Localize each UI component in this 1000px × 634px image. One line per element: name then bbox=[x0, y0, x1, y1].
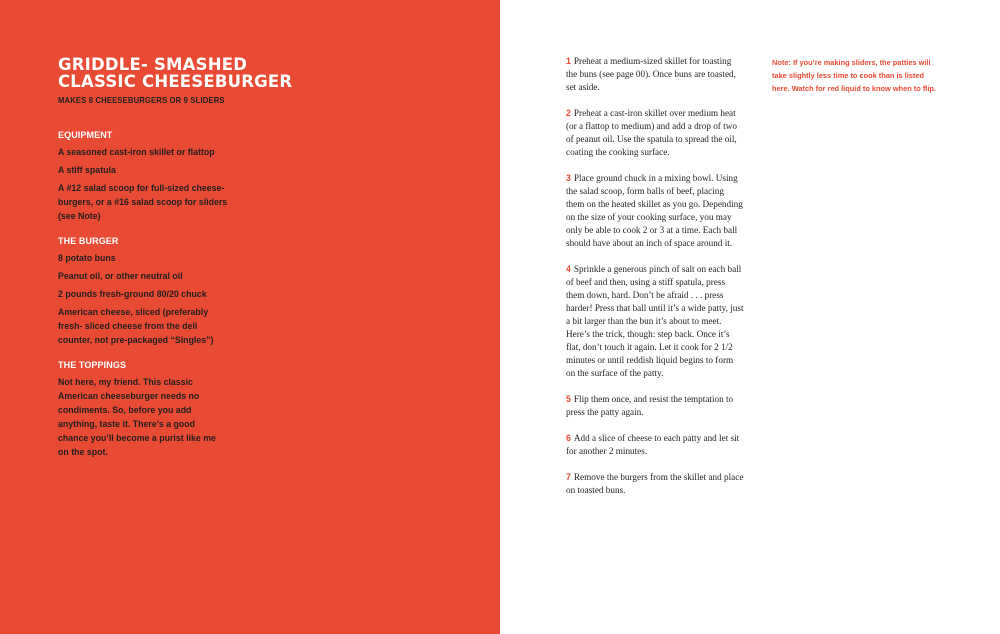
step-item bbox=[566, 471, 744, 497]
step-text: Preheat a cast-iron skillet over medium heat (or a flattop to medium) and add a drop of two of peanut oil. Use the spatula to spread the oil, coating the cooking surface. bbox=[566, 108, 737, 157]
ingredient-item: Peanut oil, or other neutral oil bbox=[58, 271, 183, 281]
step-text: Add a slice of cheese to each patty and let sit for another 2 minutes. bbox=[566, 433, 740, 456]
step-number: 1 bbox=[566, 56, 571, 66]
equipment-list bbox=[58, 145, 230, 223]
step-number: 2 bbox=[566, 108, 571, 118]
equipment-item: A seasoned cast-iron skillet or flattop bbox=[58, 147, 215, 157]
ingredient-item: American cheese, sliced (preferably fresh- sliced cheese from the deli counter, not pre-packaged “Singles”) bbox=[58, 307, 214, 345]
step-number: 4 bbox=[566, 264, 571, 274]
step-number: 7 bbox=[566, 472, 571, 482]
step-text: Remove the burgers from the skillet and place on toasted buns. bbox=[566, 472, 744, 495]
step-item bbox=[566, 263, 744, 380]
step-text: Place ground chuck in a mixing bowl. Using the salad scoop, form balls of beef, placing them on the heated skillet as you go. Depending on the size of your cooking surface, you may only be able to cook 2 or 3 at a time. Each ball should have about an inch of space around it. bbox=[566, 173, 743, 248]
burger-ingredient-list bbox=[58, 251, 230, 347]
sidebar-note: Note: If you’re making sliders, the patties will take slightly less time to cook than is listed here. Watch for red liquid to know when to flip. bbox=[772, 58, 936, 93]
ingredient-item: 2 pounds fresh-ground 80/20 chuck bbox=[58, 289, 207, 299]
step-number: 5 bbox=[566, 394, 571, 404]
method-steps bbox=[566, 55, 744, 510]
recipe-title-line-1: GRIDDLE- SMASHED bbox=[58, 55, 248, 74]
equipment-item: A stiff spatula bbox=[58, 165, 116, 175]
recipe-title bbox=[58, 56, 478, 90]
burger-heading: THE BURGER bbox=[58, 236, 119, 246]
step-item bbox=[566, 172, 744, 250]
step-item bbox=[566, 393, 744, 419]
step-text: Flip them once, and resist the temptation to press the patty again. bbox=[566, 394, 734, 417]
step-item bbox=[566, 432, 744, 458]
step-item bbox=[566, 55, 744, 94]
equipment-item: A #12 salad scoop for full-sized cheese-burgers, or a #16 salad scoop for sliders (see Note) bbox=[58, 183, 228, 221]
ingredients-column bbox=[58, 129, 230, 471]
toppings-section bbox=[58, 359, 230, 459]
equipment-heading: EQUIPMENT bbox=[58, 130, 113, 140]
recipe-yield: MAKES 8 CHEESEBURGERS OR 9 SLIDERS bbox=[58, 96, 225, 105]
burger-section bbox=[58, 235, 230, 347]
step-item bbox=[566, 107, 744, 159]
step-text: Sprinkle a generous pinch of salt on each ball of beef and then, using a stiff spatula, press them down, hard. Don’t be afraid . . . press harder! Press that ball until it’s a wide patty, just a bit larger than the bun it’s about to meet. Here’s the trick, though: step back. Once it’s flat, don’t touch it again. Let it cook for 2 1/2 minutes or until reddish liquid begins to form on the surface of the patty. bbox=[566, 264, 744, 378]
toppings-heading: THE TOPPINGS bbox=[58, 360, 127, 370]
recipe-title-line-2: CLASSIC CHEESEBURGER bbox=[58, 72, 293, 91]
step-number: 3 bbox=[566, 173, 571, 183]
toppings-text: Not here, my friend. This classic American cheeseburger needs no condiments. So, before you add anything, taste it. There’s a good chance you’ll become a purist like me on the spot. bbox=[58, 377, 216, 457]
step-number: 6 bbox=[566, 433, 571, 443]
equipment-section bbox=[58, 129, 230, 223]
ingredient-item: 8 potato buns bbox=[58, 253, 116, 263]
step-text: Preheat a medium-sized skillet for toasting the buns (see page 00). Once buns are toasted, set aside. bbox=[566, 56, 736, 92]
